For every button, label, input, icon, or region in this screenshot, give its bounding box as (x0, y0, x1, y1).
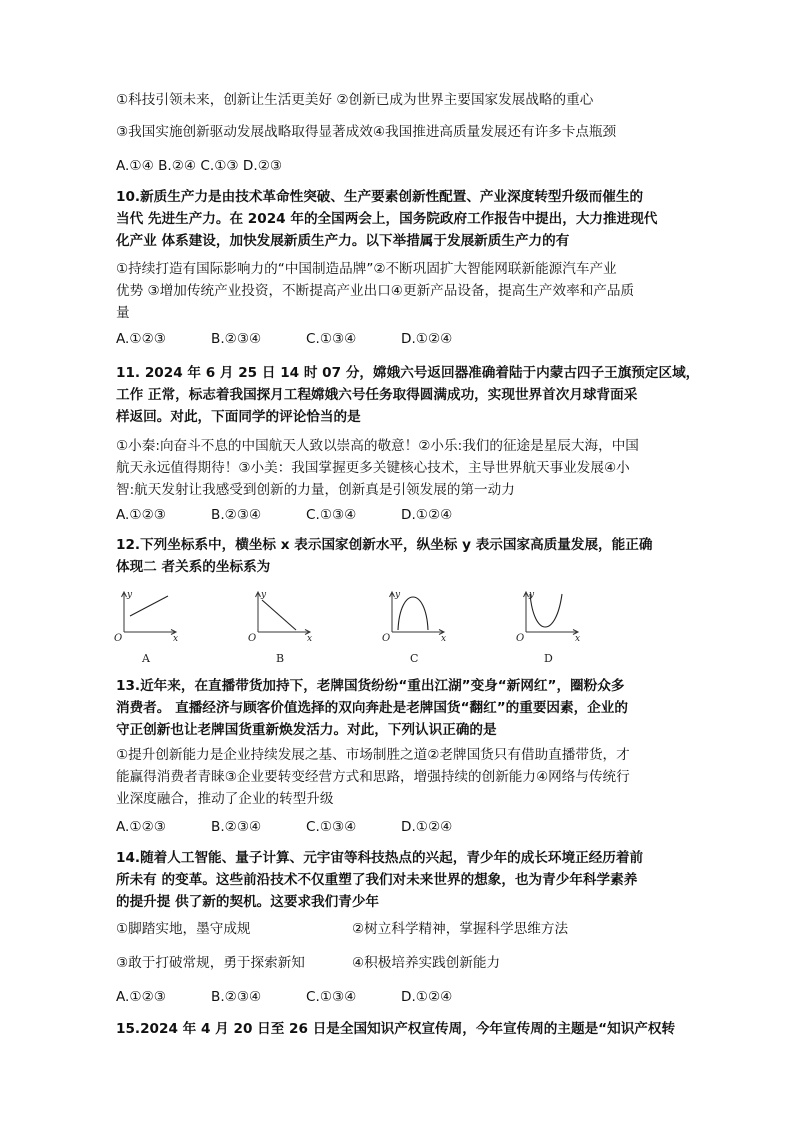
graph-b-x-label: x (307, 634, 313, 644)
q14-question (116, 847, 688, 913)
q10-question (116, 186, 688, 252)
q10-statements (116, 258, 688, 324)
q14-statement-1: ①脚踏实地，墨守成规 (116, 921, 251, 937)
q14-statement-4: ④积极培养实践创新能力 (352, 955, 501, 971)
graph-b-origin-label: O (248, 633, 257, 644)
q13-line-2: 消费者。 直播经济与顾客价值选择的双向奔赴是老牌国货“翻红”的重要因素，企业的 (116, 700, 628, 716)
q10-option-b: B.②③④ (211, 331, 262, 347)
q13-statement-line-2: 能赢得消费者青睐③企业要转变经营方式和思路，增强持续的创新能力④网络与传统行 (116, 769, 630, 785)
q13-option-c: C.①③④ (306, 819, 357, 835)
q14-statement-2: ②树立科学精神，掌握科学思维方法 (352, 921, 569, 937)
q9-statements-2 (116, 121, 688, 143)
graph-a-curve (130, 596, 168, 616)
q14-statements-row-2 (116, 952, 688, 974)
q9-options (116, 155, 688, 177)
q11-statement-line-1: ①小秦:向奋斗不息的中国航天人致以崇高的敬意！②小乐:我们的征途是星辰大海，中国 (116, 438, 639, 454)
q10-option-c: C.①③④ (306, 331, 357, 347)
graph-d-x-label: x (575, 634, 581, 644)
q12-line-1: 12.下列坐标系中，横坐标 x 表示国家创新水平，纵坐标 y 表示国家高质量发展，能正确 (116, 537, 653, 553)
q13-statement-line-3: 业深度融合，推动了企业的转型升级 (116, 791, 334, 807)
q10-line-2: 当代 先进生产力。在 2024 年的全国两会上，国务院政府工作报告中提出，大力推进现代 (116, 211, 658, 227)
q9-statements (116, 89, 688, 111)
q10-statement-line-1: ①持续打造有国际影响力的“中国制造品牌”②不断巩固扩大智能网联新能源汽车产业 (116, 261, 617, 277)
q10-option-d: D.①②④ (401, 331, 453, 347)
graph-c-option-label: C (410, 652, 419, 665)
q14-option-c: C.①③④ (306, 989, 357, 1005)
q13-line-1: 13.近年来，在直播带货加持下，老牌国货纷纷“重出江湖”变身“新网红”，圈粉众多 (116, 678, 625, 694)
q11-options (116, 504, 688, 526)
q10-statement-line-2: 优势 ③增加传统产业投资，不断提高产业出口④更新产品设备，提高生产效率和产品质 (116, 283, 635, 299)
q14-line-1: 14.随着人工智能、量子计算、元宇宙等科技热点的兴起，青少年的成长环境正经历着前 (116, 850, 644, 866)
q10-option-a: A.①②③ (116, 331, 166, 347)
q14-statements-row-1 (116, 918, 688, 940)
q13-question (116, 675, 688, 741)
q14-option-d: D.①②④ (401, 989, 453, 1005)
q9-statement-line-1: ①科技引领未来，创新让生活更美好 ②创新已成为世界主要国家发展战略的重心 (116, 92, 594, 108)
q13-options (116, 816, 688, 838)
graph-c-x-label: x (441, 634, 447, 644)
q12-question (116, 534, 688, 578)
graph-a-x-label: x (173, 634, 179, 644)
q11-statement-line-3: 智:航天发射让我感受到创新的力量，创新真是引领发展的第一动力 (116, 482, 515, 498)
q13-option-a: A.①②③ (116, 819, 166, 835)
graph-c-origin-label: O (382, 633, 391, 644)
q10-statement-line-3: 量 (116, 305, 130, 321)
q10-line-1: 10.新质生产力是由技术革命性突破、生产要素创新性配置、产业深度转型升级而催生的 (116, 189, 644, 205)
q13-statements (116, 744, 688, 810)
graph-d-y-label: y (529, 590, 535, 600)
q12-line-2: 体现二 者关系的坐标系为 (116, 559, 271, 575)
q11-option-a: A.①②③ (116, 507, 166, 523)
graph-b-y-label: y (261, 590, 267, 600)
q14-line-2: 所未有 的变革。这些前沿技术不仅重塑了我们对未来世界的想象，也为青少年科学素养 (116, 872, 638, 888)
q11-line-3: 样返回。对此，下面同学的评论恰当的是 (116, 409, 361, 425)
graph-a-option-label: A (142, 652, 150, 665)
graph-d-origin-label: O (516, 633, 525, 644)
q12-graph-options (112, 586, 592, 666)
q14-option-b: B.②③④ (211, 989, 262, 1005)
graph-a-y-label: y (127, 590, 133, 600)
q13-line-3: 守正创新也让老牌国货重新焕发活力。对此，下列认识正确的是 (116, 722, 497, 738)
q15-question (116, 1018, 688, 1040)
q9-statement-line-2: ③我国实施创新驱动发展战略取得显著成效④我国推进高质量发展还有许多卡点瓶颈 (116, 124, 617, 140)
graph-c-y-label: y (395, 590, 401, 600)
graph-d-curve (530, 594, 562, 627)
q15-line-1: 15.2024 年 4 月 20 日至 26 日是全国知识产权宣传周，今年宣传周的主题是“知识产权转 (116, 1021, 676, 1037)
graph-b-option-label: B (276, 652, 285, 665)
q9-options-line: A.①④ B.②④ C.①③ D.②③ (116, 158, 283, 174)
q13-statement-line-1: ①提升创新能力是企业持续发展之基、市场制胜之道②老牌国货只有借助直播带货，才 (116, 747, 630, 763)
q11-line-2: 工作 正常，标志着我国探月工程嫦娥六号任务取得圆满成功，实现世界首次月球背面采 (116, 387, 638, 403)
q14-line-3: 的提升提 供了新的契机。这要求我们青少年 (116, 894, 380, 910)
q12-graphs-svg (112, 586, 592, 666)
q11-line-1: 11. 2024 年 6 月 25 日 14 时 07 分，嫦娥六号返回器准确着陆于内蒙古四子王旗预定区域， (116, 365, 700, 381)
q11-option-d: D.①②④ (401, 507, 453, 523)
q11-statement-line-2: 航天永远值得期待！③小美：我国掌握更多关键核心技术，主导世界航天事业发展④小 (116, 460, 630, 476)
q13-option-b: B.②③④ (211, 819, 262, 835)
q14-options (116, 986, 688, 1008)
q11-statements (116, 435, 688, 501)
q10-options (116, 328, 688, 350)
graph-c-curve (398, 597, 428, 630)
graph-d-option-label: D (544, 652, 553, 665)
q11-question (116, 362, 700, 428)
q11-option-c: C.①③④ (306, 507, 357, 523)
graph-a-origin-label: O (114, 633, 123, 644)
graph-b-curve (262, 600, 296, 630)
q14-option-a: A.①②③ (116, 989, 166, 1005)
q13-option-d: D.①②④ (401, 819, 453, 835)
q11-option-b: B.②③④ (211, 507, 262, 523)
q14-statement-3: ③敢于打破常规，勇于探索新知 (116, 955, 305, 971)
q10-line-3: 化产业 体系建设，加快发展新质生产力。以下举措属于发展新质生产力的有 (116, 233, 570, 249)
